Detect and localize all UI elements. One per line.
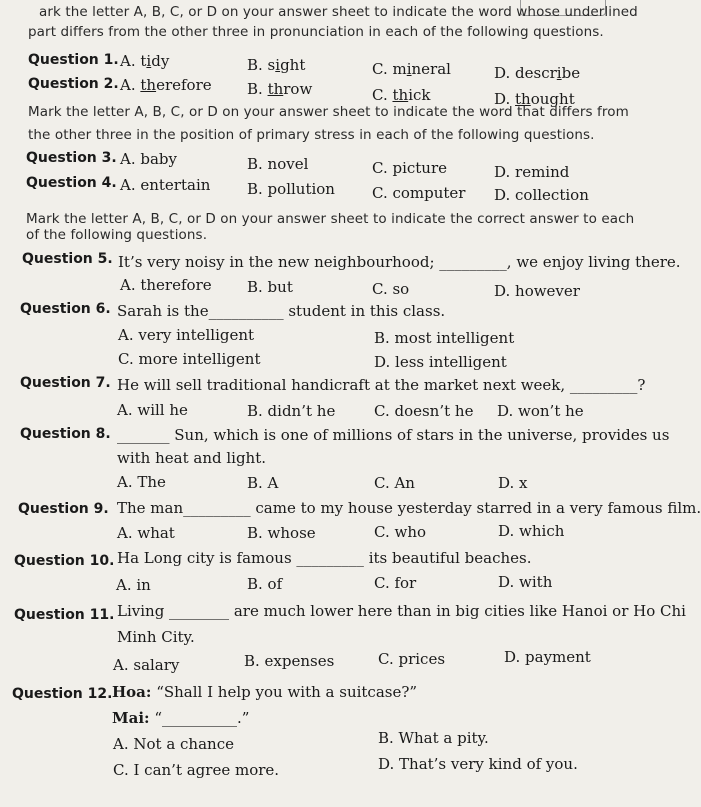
q10-option-a[interactable]: A. in [116,576,151,594]
q10-option-b[interactable]: B. of [247,575,283,593]
section3-instruction-line2: of the following questions. [26,227,208,243]
q4-option-d[interactable]: D. collection [494,186,589,204]
q8-option-c[interactable]: C. An [374,474,415,492]
q1-option-c[interactable]: C. mineral [372,60,451,78]
q2-option-d[interactable]: D. thought [494,90,575,108]
question-5-label: Question 5. [22,251,113,267]
q11-option-d[interactable]: D. payment [504,648,591,666]
q12-option-b[interactable]: B. What a pity. [378,729,489,747]
q11-stem-line2: Minh City. [117,628,195,646]
q6-option-b[interactable]: B. most intelligent [374,329,515,347]
question-7-label: Question 7. [20,375,111,391]
q5-option-c[interactable]: C. so [372,280,410,298]
q4-option-c[interactable]: C. computer [372,184,466,202]
q5-option-b[interactable]: B. but [247,278,293,296]
q3-option-c[interactable]: C. picture [372,159,448,177]
q7-option-b[interactable]: B. didn’t he [247,402,336,420]
q6-option-a[interactable]: A. very intelligent [118,326,255,344]
q11-option-a[interactable]: A. salary [113,656,180,674]
section2-instruction-line2: the other three in the position of primary stress in each of the following questions. [28,127,595,143]
q10-option-c[interactable]: C. for [374,574,417,592]
q9-option-c[interactable]: C. who [374,523,427,541]
q8-stem-line1: _______ Sun, which is one of millions of stars in the universe, provides us [117,426,670,444]
q6-option-d[interactable]: D. less intelligent [374,353,507,371]
q2-option-b[interactable]: B. throw [247,80,313,98]
question-12-label: Question 12. [12,686,113,702]
q1-option-a[interactable]: A. tidy [120,52,170,70]
q12-dialogue-line1: Hoa: “Shall I help you with a suitcase?” [112,683,418,701]
question-3-label: Question 3. [26,150,117,166]
q10-stem: Ha Long city is famous _________ its beautiful beaches. [117,549,532,567]
question-2-label: Question 2. [28,76,119,92]
q7-option-a[interactable]: A. will he [117,401,188,419]
q3-option-d[interactable]: D. remind [494,163,570,181]
question-8-label: Question 8. [20,426,111,442]
section2-instruction-line1: Mark the letter A, B, C, or D on your answer sheet to indicate the word that differs from [28,104,629,120]
q8-option-b[interactable]: B. A [247,474,279,492]
section1-instruction-line2: part differs from the other three in pronunciation in each of the following questions. [28,24,604,40]
q11-stem-line1: Living ________ are much lower here than in big cities like Hanoi or Ho Chi [117,602,686,620]
q9-option-d[interactable]: D. which [498,522,565,540]
section3-instruction-line1: Mark the letter A, B, C, or D on your answer sheet to indicate the correct answer to each [26,211,635,227]
q2-option-c[interactable]: C. thick [372,86,431,104]
q12-dialogue-line2: Mai: “__________.” [112,709,250,727]
q8-option-a[interactable]: A. The [117,473,166,491]
q12-option-a[interactable]: A. Not a chance [113,735,234,753]
q4-option-b[interactable]: B. pollution [247,180,335,198]
q1-option-d[interactable]: D. describe [494,64,581,82]
q7-stem: He will sell traditional handicraft at the market next week, _________? [117,376,646,394]
question-11-label: Question 11. [14,607,115,623]
q1-option-b[interactable]: B. sight [247,56,306,74]
q12-option-c[interactable]: C. I can’t agree more. [113,761,280,779]
q8-stem-line2: with heat and light. [117,449,266,467]
question-1-label: Question 1. [28,52,119,68]
q6-stem: Sarah is the__________ student in this class. [117,302,446,320]
q10-option-d[interactable]: D. with [498,573,553,591]
q11-option-c[interactable]: C. prices [378,650,446,668]
q9-option-a[interactable]: A. what [117,524,175,542]
q3-option-b[interactable]: B. novel [247,155,309,173]
q3-option-a[interactable]: A. baby [120,150,177,168]
q5-option-a[interactable]: A. therefore [120,276,212,294]
q9-stem: The man_________ came to my house yesterday starred in a very famous film. [117,499,701,517]
q8-option-d[interactable]: D. x [498,474,528,492]
q2-option-a[interactable]: A. therefore [120,76,212,94]
q12-option-d[interactable]: D. That’s very kind of you. [378,755,578,773]
q5-option-d[interactable]: D. however [494,282,580,300]
q7-option-d[interactable]: D. won’t he [497,402,584,420]
q4-option-a[interactable]: A. entertain [120,176,211,194]
q9-option-b[interactable]: B. whose [247,524,316,542]
question-9-label: Question 9. [18,501,109,517]
question-10-label: Question 10. [14,553,115,569]
q5-stem: It’s very noisy in the new neighbourhood; _________, we enjoy living there. [118,253,681,271]
question-4-label: Question 4. [26,175,117,191]
q11-option-b[interactable]: B. expenses [244,652,335,670]
section1-instruction-line1: ark the letter A, B, C, or D on your answer sheet to indicate the word whose underlined [39,4,638,20]
q7-option-c[interactable]: C. doesn’t he [374,402,474,420]
q6-option-c[interactable]: C. more intelligent [118,350,261,368]
question-6-label: Question 6. [20,301,111,317]
